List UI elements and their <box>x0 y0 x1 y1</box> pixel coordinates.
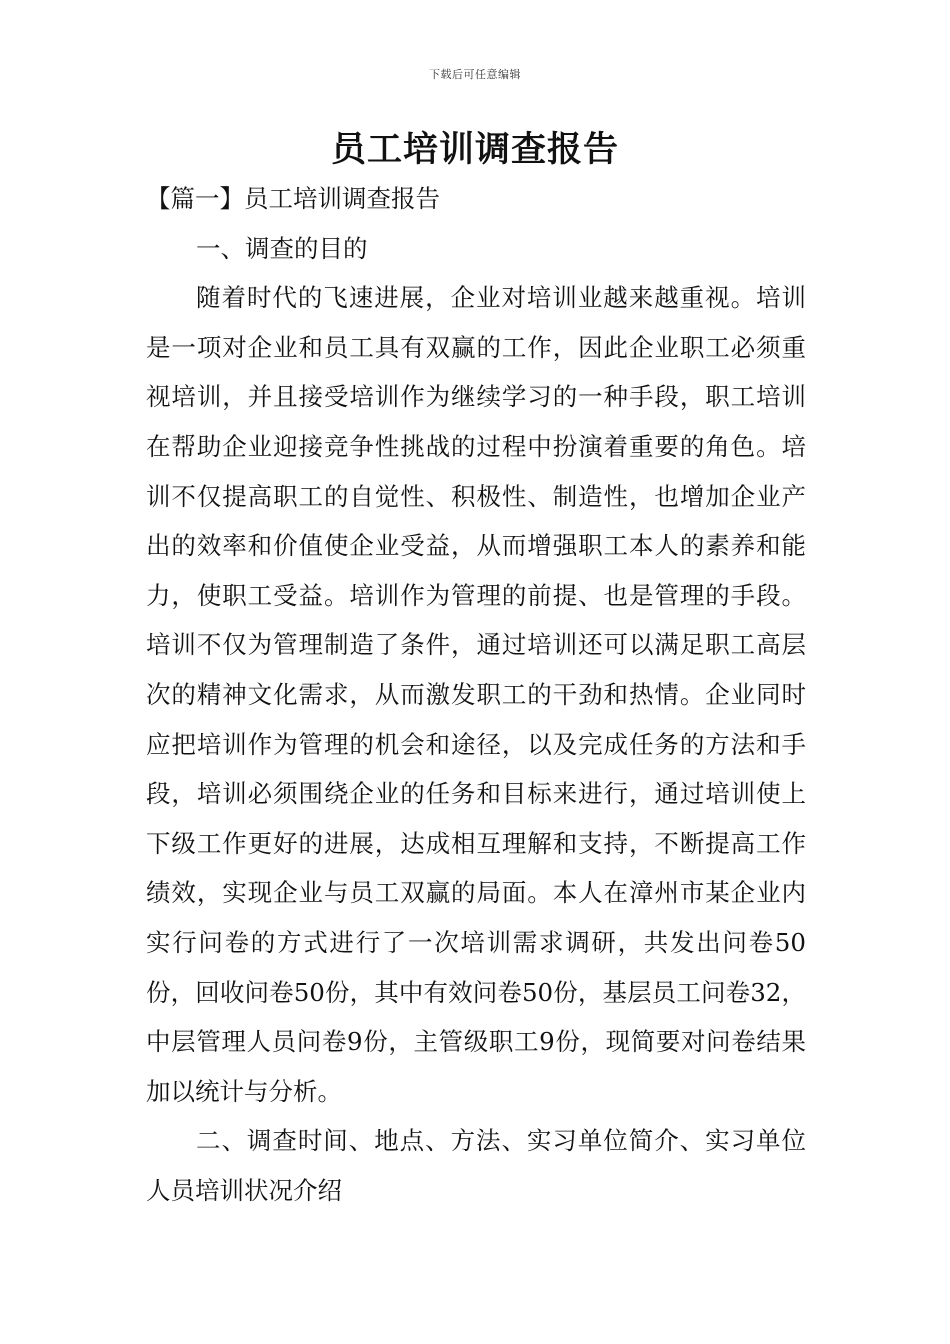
heading-purpose: 一、调查的目的 <box>196 233 368 263</box>
paragraph-purpose: 随着时代的飞速进展，企业对培训业越来越重视。培训是一项对企业和员工具有双赢的工作，因此企业职工必须重视培训，并且接受培训作为继续学习的一种手段，职工培训在帮助企业迎接竞争性挑战的过程中扮演着重要的角色。培训不仅提高职工的自觉性、积极性、制造性，也增加企业产出的效率和价值使企业受益，从而增强职工本人的素养和能力，使职工受益。培训作为管理的前提、也是管理的手段。培训不仅为管理制造了条件，通过培训还可以满足职工高层次的精神文化需求，从而激发职工的干劲和热情。企业同时应把培训作为管理的机会和途径，以及完成任务的方法和手段，培训必须围绕企业的任务和目标来进行，通过培训使上下级工作更好的进展，达成相互理解和支持，不断提高工作绩效，实现企业与员工双赢的局面。本人在漳州市某企业内实行问卷的方式进行了一次培训需求调研，共发出问卷50份，回收问卷50份，其中有效问卷50份，基层员工问卷32，中层管理人员问卷9份，主管级职工9份，现简要对问卷结果加以统计与分析。 <box>146 283 806 1106</box>
document-title: 员工培训调查报告 <box>330 129 619 170</box>
document-body <box>146 174 806 1215</box>
heading-time-place-method: 二、调查时间、地点、方法、实习单位简介、实习单位人员培训状况介绍 <box>146 1126 806 1205</box>
section-label: 【篇一】员工培训调查报告 <box>146 184 440 213</box>
header-note: 下载后可任意编辑 <box>429 68 521 81</box>
